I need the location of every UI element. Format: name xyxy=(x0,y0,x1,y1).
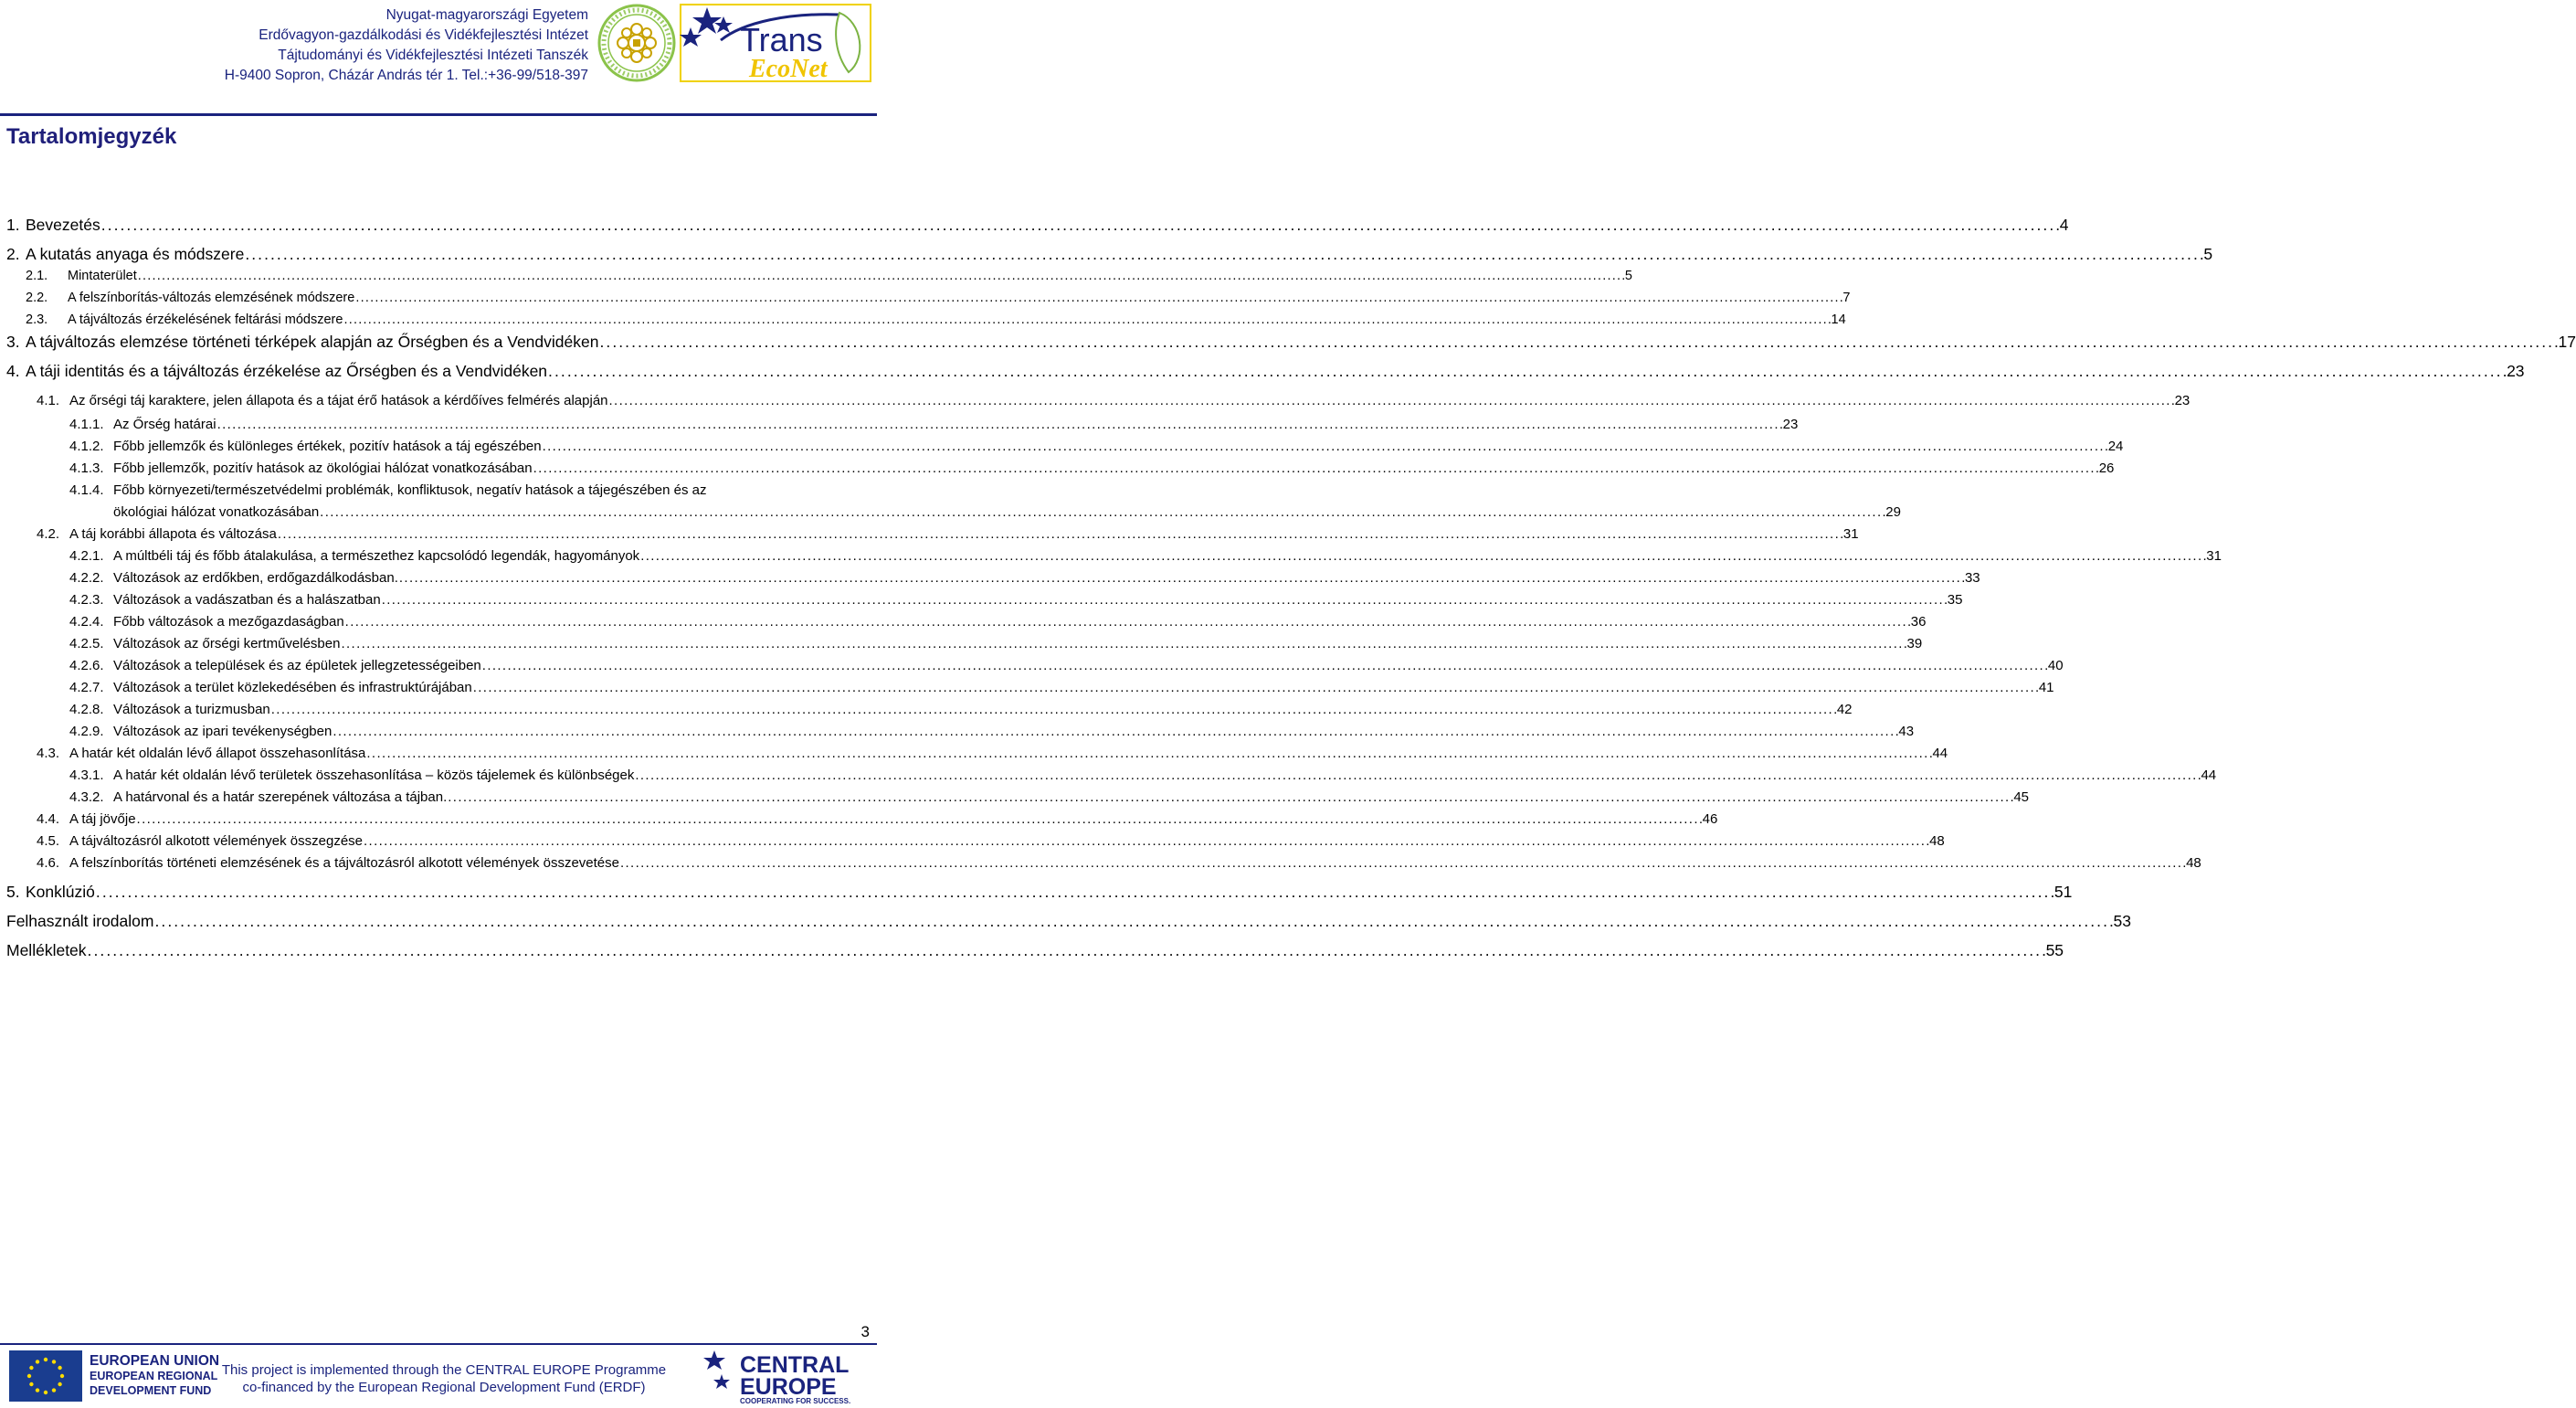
eu-label-line1: EUROPEAN UNION xyxy=(90,1353,220,1369)
toc-entry-page: 55 xyxy=(2045,941,2064,959)
toc-leader-dots xyxy=(320,504,1884,520)
toc-entry[interactable] xyxy=(6,216,2069,235)
toc-entry-title: A tájváltozás elemzése történeti térképek alapján az Őrségben és a Vendvidéken xyxy=(26,333,599,351)
toc-entry-page: 44 xyxy=(2201,768,2217,783)
toc-entry-page: 26 xyxy=(2098,461,2115,476)
toc-leader-dots xyxy=(138,269,1624,283)
toc-entry-page: 51 xyxy=(2053,883,2073,901)
trans-econet-logo xyxy=(680,4,871,82)
toc-entry-page: 43 xyxy=(1898,724,1915,739)
toc-entry-page: 41 xyxy=(2038,680,2054,695)
toc-leader-dots xyxy=(333,724,1897,739)
toc-entry-title: Felhasznált irodalom xyxy=(6,912,154,930)
toc-entry-page: 23 xyxy=(2174,393,2191,408)
eu-star-icon xyxy=(58,1366,61,1370)
toc-entry-title: Változások a terület közlekedésében és infrastruktúrájában xyxy=(113,680,472,695)
header-divider xyxy=(0,113,877,116)
eu-star-icon xyxy=(29,1366,33,1370)
toc-leader-dots xyxy=(245,245,2202,264)
toc-entry[interactable] xyxy=(69,768,2217,783)
eu-flag-icon xyxy=(9,1350,82,1402)
logo-econet-text: EcoNet xyxy=(749,55,828,83)
toc-entry-page: 36 xyxy=(1910,614,1927,630)
toc-leader-dots xyxy=(482,658,2047,673)
ce-logo-line1: CENTRAL xyxy=(740,1352,850,1378)
eu-star-icon xyxy=(60,1374,64,1378)
toc-entry[interactable] xyxy=(69,789,2030,805)
eu-star-icon xyxy=(52,1388,56,1392)
toc-entry-page: 45 xyxy=(2013,789,2030,805)
toc-leader-dots xyxy=(599,333,2557,352)
toc-entry-number: 4.1.2. xyxy=(69,439,104,454)
toc-entry-title-continued: ökológiai hálózat vonatkozásában xyxy=(113,504,320,520)
toc-leader-dots xyxy=(154,912,2112,931)
toc-leader-dots xyxy=(101,216,2059,235)
toc-entry-page: 44 xyxy=(1932,746,1948,761)
toc-entry[interactable] xyxy=(69,461,2115,476)
toc-entry-title: Változások az őrségi kertművelésben xyxy=(113,636,341,651)
toc-entry[interactable] xyxy=(69,570,1980,586)
toc-leader-dots xyxy=(366,746,1931,761)
header-line-department: Tájtudományi és Vidékfejlesztési Intézeti Tanszék xyxy=(278,48,588,63)
toc-leader-dots xyxy=(533,461,2098,476)
toc-entry-number: 4.1.4. xyxy=(69,482,104,498)
toc-entry-title: A táj jövője xyxy=(69,811,136,827)
toc-entry-page: 23 xyxy=(1782,417,1799,432)
toc-entry-title: A tájváltozás érzékelésének feltárási módszere xyxy=(68,312,343,327)
toc-entry-number: 4.2.5. xyxy=(69,636,104,651)
toc-leader-dots xyxy=(217,417,1782,432)
toc-entry-number: 4.2.8. xyxy=(69,702,104,717)
toc-leader-dots xyxy=(635,768,2200,783)
header-line-institute: Erdővagyon-gazdálkodási és Vidékfejlesztési Intézet xyxy=(259,27,588,43)
eu-star-icon xyxy=(27,1374,31,1378)
eu-star-icon xyxy=(52,1360,56,1363)
page-number: 3 xyxy=(860,1323,870,1340)
institution-header xyxy=(225,5,588,86)
toc-entry-number: 2.3. xyxy=(26,312,48,327)
toc-leader-dots xyxy=(640,548,2205,564)
toc-entry-page: 31 xyxy=(1842,526,1859,542)
toc-entry[interactable] xyxy=(37,746,1948,761)
toc-entry-number: 2.2. xyxy=(26,291,48,305)
toc-leader-dots xyxy=(271,702,1836,717)
toc-leader-dots xyxy=(620,855,2185,871)
toc-entry[interactable] xyxy=(37,811,1718,827)
toc-entry-page: 7 xyxy=(1842,291,1851,305)
eu-star-icon xyxy=(36,1360,39,1363)
toc-entry-page: 39 xyxy=(1906,636,1923,651)
toc-entry[interactable] xyxy=(69,417,1799,432)
toc-entry-number: 4.2.1. xyxy=(69,548,104,564)
project-line1: This project is implemented through the CENTRAL EUROPE Programme xyxy=(221,1362,667,1378)
toc-leader-dots xyxy=(137,811,1702,827)
toc-entry[interactable] xyxy=(69,658,2064,673)
toc-entry[interactable] xyxy=(37,855,2201,871)
toc-entry-number: 1. xyxy=(6,216,20,234)
toc-entry-title: Konklúzió xyxy=(26,883,95,901)
toc-entry-page: 35 xyxy=(1947,592,1963,608)
toc-entry-title: Mintaterület xyxy=(68,269,137,283)
toc-entry-page: 46 xyxy=(1702,811,1718,827)
toc-entry-page: 53 xyxy=(2113,912,2131,930)
toc-entry-title: Mellékletek xyxy=(6,941,87,959)
toc-leader-dots xyxy=(341,636,1906,651)
toc-entry-page: 17 xyxy=(2558,333,2576,351)
header-line-university: Nyugat-magyarországi Egyetem xyxy=(385,7,588,23)
toc-entry[interactable] xyxy=(69,592,1963,608)
eu-label-line3: DEVELOPMENT FUND xyxy=(90,1384,212,1397)
ce-logo-tagline: COOPERATING FOR SUCCESS. xyxy=(740,1397,851,1405)
eu-fund-label xyxy=(90,1354,219,1398)
footer-divider xyxy=(0,1343,877,1345)
toc-entry[interactable] xyxy=(69,482,867,498)
toc-entry-page: 48 xyxy=(1929,833,1945,849)
toc-entry-title: Főbb környezeti/természetvédelmi problémák, konfliktusok, negatív hatások a tájegészében és az xyxy=(113,482,707,498)
eu-star-icon xyxy=(44,1358,48,1361)
university-seal-logo xyxy=(597,4,676,82)
toc-entry-page: 14 xyxy=(1831,312,1846,327)
toc-leader-dots xyxy=(473,680,2038,695)
logo-trans-text: Trans xyxy=(740,21,823,58)
toc-entry-page: 23 xyxy=(2507,362,2525,380)
toc-entry-title: A felszínborítás történeti elemzésének és a tájváltozásról alkotott vélemények összevetése xyxy=(69,855,619,871)
toc-entry[interactable] xyxy=(69,548,2222,564)
toc-entry-number: 4.3. xyxy=(37,746,60,761)
toc-entry-page: 40 xyxy=(2047,658,2064,673)
toc-entry-number: 4.2.3. xyxy=(69,592,104,608)
toc-entry-page: 42 xyxy=(1836,702,1853,717)
toc-leader-dots xyxy=(96,883,2053,902)
toc-entry[interactable] xyxy=(37,393,2191,408)
toc-entry-number: 5. xyxy=(6,883,20,901)
toc-entry-page: 31 xyxy=(2206,548,2222,564)
toc-entry-number: 4.2.9. xyxy=(69,724,104,739)
toc-leader-dots xyxy=(382,592,1947,608)
toc-entry-title: A táji identitás és a tájváltozás érzékelése az Őrségben és a Vendvidéken xyxy=(26,362,548,380)
toc-entry[interactable] xyxy=(26,269,1632,283)
toc-entry[interactable] xyxy=(6,883,2073,902)
toc-entry-title: Változások a turizmusban xyxy=(113,702,270,717)
toc-entry[interactable] xyxy=(37,526,1859,542)
toc-entry[interactable] xyxy=(69,636,1923,651)
toc-entry-title: Változások a vadászatban és a halászatban xyxy=(113,592,381,608)
toc-leader-dots xyxy=(399,570,1964,586)
toc-leader-dots xyxy=(448,789,2012,805)
toc-entry-page: 29 xyxy=(1885,504,1901,520)
toc-entry-number: 4.3.2. xyxy=(69,789,104,805)
toc-entry-number: 4.4. xyxy=(37,811,60,827)
toc-entry-number: 4.1.1. xyxy=(69,417,104,432)
toc-leader-dots xyxy=(88,941,2045,960)
toc-entry[interactable] xyxy=(26,312,1846,327)
toc-leader-dots xyxy=(343,312,1830,327)
toc-entry-title: Főbb jellemzők és különleges értékek, pozitív hatások a táj egészében xyxy=(113,439,542,454)
toc-leader-dots xyxy=(345,614,1910,630)
toc-entry-page: 33 xyxy=(1964,570,1980,586)
toc-entry-title: A határ két oldalán lévő területek összehasonlítása – közös tájelemek és különbségek xyxy=(113,768,635,783)
toc-entry[interactable] xyxy=(37,833,1945,849)
toc-entry[interactable] xyxy=(6,362,2525,381)
toc-leader-dots xyxy=(609,393,2174,408)
toc-entry-page: 5 xyxy=(1624,269,1632,283)
toc-leader-dots xyxy=(543,439,2107,454)
toc-entry-title: Változások az erdőkben, erdőgazdálkodásban. xyxy=(113,570,398,586)
toc-entry[interactable] xyxy=(69,724,1915,739)
toc-entry-page: 4 xyxy=(2059,216,2069,234)
toc-entry-number: 4.3.1. xyxy=(69,768,104,783)
toc-entry-number: 4.2.4. xyxy=(69,614,104,630)
toc-entry-number: 4.2. xyxy=(37,526,60,542)
toc-entry-title: Főbb változások a mezőgazdaságban xyxy=(113,614,344,630)
toc-entry-title: Az őrségi táj karaktere, jelen állapota és a tájat érő hatások a kérdőíves felmérés alapján xyxy=(69,393,608,408)
project-line2: co-financed by the European Regional Development Fund (ERDF) xyxy=(242,1380,646,1395)
toc-entry-title: A múltbéli táj és főbb átalakulása, a természethez kapcsolódó legendák, hagyományok xyxy=(113,548,640,564)
toc-entry-page: 24 xyxy=(2107,439,2124,454)
toc-entry-title: A tájváltozásról alkotott vélemények összegzése xyxy=(69,833,363,849)
toc-entry[interactable] xyxy=(69,702,1853,717)
toc-entry[interactable] xyxy=(69,680,2054,695)
toc-entry-title: Az Őrség határai xyxy=(113,417,216,432)
toc-entry-number: 2. xyxy=(6,245,20,263)
central-europe-logo xyxy=(703,1349,871,1405)
toc-leader-dots xyxy=(355,291,1842,305)
header-line-address: H-9400 Sopron, Cházár András tér 1. Tel.:+36-99/518-397 xyxy=(224,68,588,83)
toc-entry-number: 3. xyxy=(6,333,20,351)
toc-entry-number: 4.6. xyxy=(37,855,60,871)
eu-star-icon xyxy=(58,1382,61,1386)
eu-star-icon xyxy=(36,1388,39,1392)
project-statement xyxy=(206,1361,681,1396)
eu-star-icon xyxy=(29,1382,33,1386)
toc-entry[interactable] xyxy=(69,439,2124,454)
toc-entry[interactable] xyxy=(6,941,2064,960)
toc-leader-dots xyxy=(548,362,2506,381)
page-title: Tartalomjegyzék xyxy=(6,124,177,149)
toc-entry-number: 4. xyxy=(6,362,20,380)
toc-entry-number: 4.2.6. xyxy=(69,658,104,673)
toc-leader-dots xyxy=(278,526,1842,542)
toc-entry-title: A kutatás anyaga és módszere xyxy=(26,245,245,263)
toc-entry-number: 2.1. xyxy=(26,269,48,283)
toc-entry-title: A táj korábbi állapota és változása xyxy=(69,526,277,542)
toc-entry[interactable] xyxy=(6,333,2576,352)
toc-entry-page: 48 xyxy=(2186,855,2201,871)
toc-entry-title: Változások a települések és az épületek jellegzetességeiben xyxy=(113,658,481,673)
toc-entry-title: A határvonal és a határ szerepének változása a tájban. xyxy=(113,789,448,805)
toc-entry[interactable] xyxy=(26,291,1851,305)
toc-entry-title: A határ két oldalán lévő állapot összehasonlítása xyxy=(69,746,366,761)
toc-entry-title: Változások az ipari tevékenységben xyxy=(113,724,333,739)
toc-entry-title: Főbb jellemzők, pozitív hatások az ökológiai hálózat vonatkozásában xyxy=(113,461,533,476)
eu-star-icon xyxy=(44,1391,48,1394)
toc-entry[interactable] xyxy=(6,245,2213,264)
toc-entry-number: 4.2.7. xyxy=(69,680,104,695)
toc-entry-number: 4.2.2. xyxy=(69,570,104,586)
toc-leader-dots xyxy=(364,833,1928,849)
eu-label-line2: EUROPEAN REGIONAL xyxy=(90,1370,218,1382)
toc-entry-number: 4.1. xyxy=(37,393,60,408)
ce-logo-line2: EUROPE xyxy=(740,1374,837,1400)
toc-entry-page: 5 xyxy=(2203,245,2213,263)
toc-entry-title: A felszínborítás-változás elemzésének módszere xyxy=(68,291,355,305)
toc-entry-number: 4.5. xyxy=(37,833,60,849)
toc-entry-title: Bevezetés xyxy=(26,216,100,234)
toc-entry[interactable] xyxy=(6,912,2131,931)
toc-entry[interactable] xyxy=(69,614,1927,630)
toc-entry-number: 4.1.3. xyxy=(69,461,104,476)
toc-entry-continuation[interactable] xyxy=(113,504,1901,520)
